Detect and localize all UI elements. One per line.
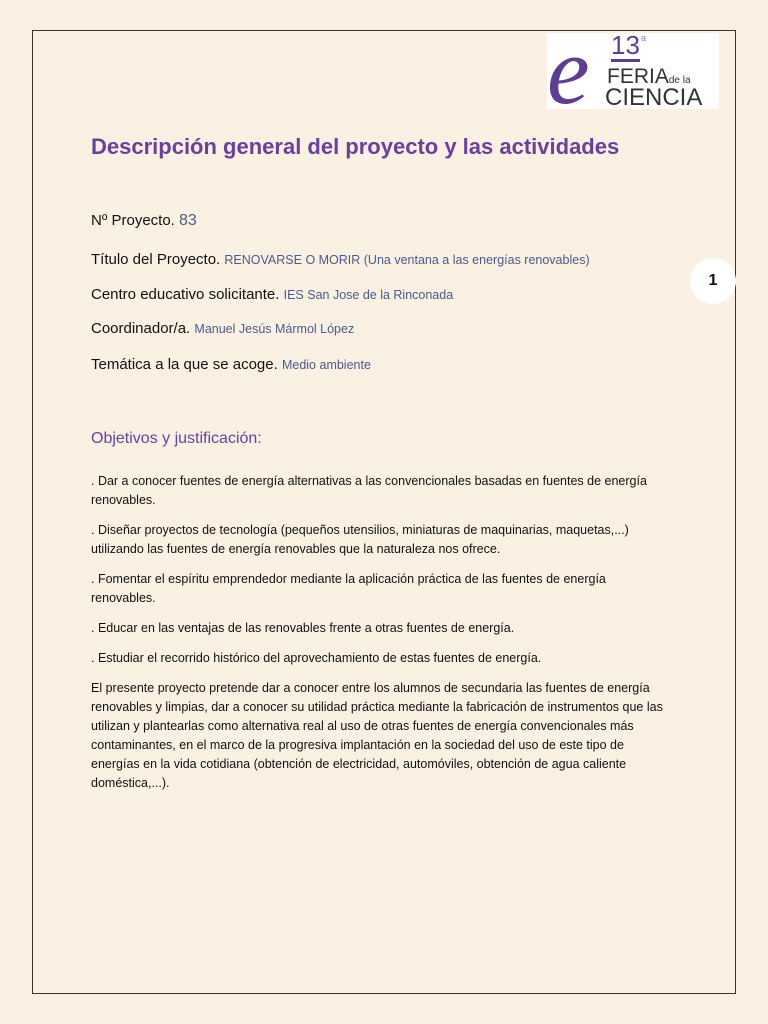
field-value: 83 [179,212,197,229]
paragraph: . Estudiar el recorrido histórico del aprovechamiento de estas fuentes de energía. [91,651,542,665]
field-theme [91,356,371,373]
field-value: IES San Jose de la Rinconada [283,288,454,302]
paragraph: . Dar a conocer fuentes de energía alternativas a las convencionales basadas en fuentes de energía renovables. [91,474,647,507]
paragraph: . Diseñar proyectos de tecnología (pequeños utensilios, miniaturas de maquinarias, maquetas,...) utilizando las fuentes de energía renovables que la naturaleza nos ofrece. [91,523,629,556]
field-label: Título del Proyecto. [91,251,221,268]
field-value: RENOVARSE O MORIR (Una ventana a las energías renovables) [224,253,590,267]
field-label: Nº Proyecto. [91,212,175,229]
field-label: Coordinador/a. [91,320,191,337]
page-number: 1 [690,258,736,304]
field-value: Medio ambiente [281,358,371,372]
field-project-title [91,251,590,268]
field-coordinator [91,320,354,337]
paragraph: . Educar en las ventajas de las renovables frente a otras fuentes de energía. [91,621,515,635]
logo-letter: e [547,17,590,124]
field-label: Centro educativo solicitante. [91,286,280,303]
body-text [91,472,671,804]
paragraph: El presente proyecto pretende dar a conocer entre los alumnos de secundaria las fuentes de energía renovables y limpias, dar a conocer su utilidad práctica mediante la fabricación de instrumentos que las utilizan y plantearlas como alternativa real al uso de otras fuentes de energía convencionales más contaminantes, en el marco de la progresiva implantación en la sociedad del uso de este tipo de energías en la vida cotidiana (obtención de electricidad, automóviles, obtención de agua caliente doméstica,...). [91,681,663,790]
paragraph: . Fomentar el espíritu emprendedor mediante la aplicación práctica de las fuentes de energía renovables. [91,572,606,605]
section-heading: Objetivos y justificación: [91,430,262,447]
page-title: Descripción general del proyecto y las actividades [91,134,620,159]
field-project-number [91,212,197,230]
feria-ciencia-logo [547,17,719,124]
field-school [91,286,453,303]
logo-ordinal: a [641,33,647,43]
field-label: Temática a la que se acoge. [91,356,278,373]
field-value: Manuel Jesús Mármol López [194,322,355,336]
logo-edition: 13 [611,30,640,60]
logo-ciencia: CIENCIA [605,84,703,111]
logo-line1: FERIA [607,65,669,88]
logo-line1-small: de la [668,75,691,86]
